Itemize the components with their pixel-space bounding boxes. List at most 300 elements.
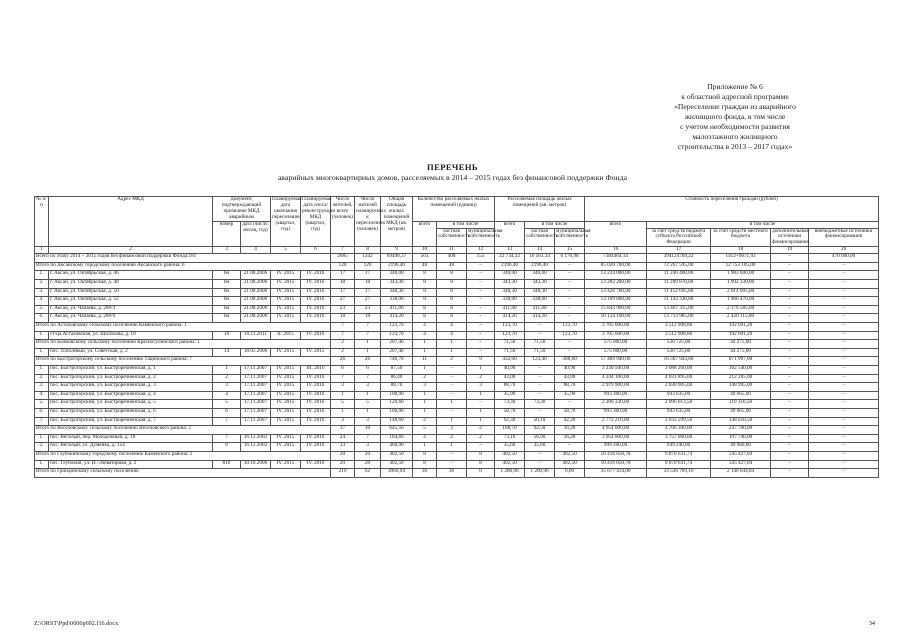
table-cell: – [555,288,585,297]
table-cell: 1 280,96 [495,469,525,478]
header-cost-local: за счет средств местного бюджета [711,228,771,247]
table-cell: 2 830 905,00 [647,383,711,392]
table-cell: – [809,400,879,409]
table-cell: 10 416 058,78 [585,451,647,460]
table-cell: 530 725,00 [647,348,711,357]
table-cell: 33 536 769,16 [647,469,711,478]
header-doc-date: дата (число, месяц, год) [241,221,271,247]
table-cell: 8 [437,271,467,280]
table-cell: 575 000,00 [585,348,647,357]
table-cell: 44 275,00 [711,340,771,349]
table-cell: 17.11.2007 [241,417,271,426]
table-cell: 8 [437,297,467,306]
table-cell: 8 [413,305,437,314]
table-cell: – [809,451,879,460]
header-cost-offbudget: внебюджетные источники финансирования [809,228,879,247]
table-cell: 3 [437,426,467,435]
table-cell: – [809,408,879,417]
table-cell: 184,66 [381,434,413,443]
table-cell: 2 376 585,00 [711,305,771,314]
row-number: 2. [35,443,49,452]
table-cell: – [771,262,809,271]
table-cell: IV. 2016 [301,297,331,306]
table-cell: 3 512 908,80 [647,331,711,340]
table-cell: 414,20 [525,314,555,323]
table-cell: – [809,434,879,443]
table-cell: – [809,323,879,332]
table-cell: 9 870 631,74 [647,460,711,469]
subtotal-label: Итого по Астаховскому сельскому поселению Каменского района: 1 [35,323,331,332]
table-cell: – [525,460,555,469]
table-cell: 563 [413,254,437,263]
table-cell: 9 870 631,74 [647,451,711,460]
table-cell: – [437,365,467,374]
table-cell: 2 420 115,00 [711,314,771,323]
table-cell: – [437,391,467,400]
table-cell: 3 512 908,80 [647,323,711,332]
row-address: ст-ца Астаховская, ул. Шолохова, д. 10 [49,331,213,340]
table-cell: IV. 2016 [301,305,331,314]
header-num: № п/п [35,197,49,247]
table-cell: IV. 2015 [271,460,301,469]
table-cell: 575 000,00 [585,340,647,349]
table-cell: 11 289 870,00 [647,280,711,289]
table-cell: 3 [355,417,381,426]
table-cell: 746,70 [381,357,413,366]
appendix-line: малоэтажного жилищного [692,132,778,141]
table-cell: 7 [331,323,355,332]
table-row [35,434,879,443]
table-cell: 6н [213,314,241,323]
table-cell: – [771,348,809,357]
table-cell: 2196,40 [525,262,555,271]
column-number: 12 [467,247,495,254]
table-cell: 123,70 [381,331,413,340]
table-cell: 35,60 [495,443,525,452]
table-cell: 30.10.2006 [241,460,271,469]
row-address: г. Аксай, ул. Октябрьская, д. 48 [49,280,213,289]
table-cell: 8 [467,460,495,469]
table-cell: 18 [355,280,381,289]
table-cell: – [809,417,879,426]
table-cell: 6н [213,271,241,280]
table-cell: – [809,365,879,374]
column-number: 3 [213,247,241,254]
header-cost-extra: дополнительные источники финансирования [772,227,809,246]
table-cell: 4 [437,331,467,340]
row-number: 2. [35,374,49,383]
column-number: 14 [525,247,555,254]
table-cell: 1412+9871,92 [711,254,771,263]
table-cell: 123,70 [381,323,413,332]
header-residents-planned: Число жителей планируемых к переселению (человек) [355,197,381,247]
table-cell: 8 [437,280,467,289]
subtotal-label: Итого по Божковскому сельскому поселению Красносулинского района: 1 [35,340,331,349]
table-cell: – [467,262,495,271]
table-cell: 3 705 600,00 [585,323,647,332]
table-cell: 7 [355,331,381,340]
table-cell: 86,40 [381,374,413,383]
table-cell: 402,50 [495,460,525,469]
table-cell: 4960,94 [381,469,413,478]
table-cell: 530 725,00 [647,340,711,349]
table-cell: 1 [437,417,467,426]
table-cell: 92,30 [495,417,525,426]
row-address: г. Аксай, ул. Чапаева, д. 289/3 [49,305,213,314]
column-number: 7 [331,247,355,254]
table-cell: 13 467 315,00 [647,305,711,314]
table-cell: 1 [467,417,495,426]
table-cell: 1 [355,391,381,400]
column-number: 11 [437,247,467,254]
table-cell: 7 [213,434,241,443]
table-cell: – [467,323,495,332]
table-cell: – [555,271,585,280]
table-header [35,197,879,247]
table-cell: – [809,340,879,349]
table-row [35,383,879,392]
row-number: 5. [35,400,49,409]
row-address: пос. Быстрогорский, ул. Быстроречненская, д. 1 [49,365,213,374]
table-cell: 8 [413,451,437,460]
table-cell: 414,20 [495,314,525,323]
header-total-area: Общая площадь жилых помещений МКД (кв. метров) [381,197,413,247]
table-cell: 16,20 [555,434,585,443]
table-cell: 17.11.2007 [241,374,271,383]
table-cell: – [771,271,809,280]
table-cell: 155 [467,254,495,263]
table-cell: – [771,280,809,289]
table-cell: – [809,469,879,478]
table-cell: 402,50 [555,460,585,469]
row-address: пос. Быстрогорский, ул. Быстроречненская, д. 7 [49,417,213,426]
table-cell: 73,10 [495,434,525,443]
row-number: 1. [35,348,49,357]
table-cell: 7 [331,331,355,340]
table-cell: 20 [355,451,381,460]
table-cell: 22 734,32 [495,254,525,263]
table-cell: – [809,271,879,280]
table-cell: 35 677 414,00 [585,469,647,478]
table-cell: 3 230 500,00 [585,365,647,374]
table-cell: 23 [331,305,355,314]
table-cell: 4 954 000,00 [585,426,647,435]
table-cell: 8 [413,288,437,297]
table-cell: 1 [413,408,437,417]
table-cell: 5 [355,400,381,409]
table-cell: 338,00 [495,297,525,306]
table-cell: 6 [331,365,355,374]
table-body [35,247,879,477]
table-cell: 148 995,00 [711,383,771,392]
row-address: пос. Веселый, ул. Думенко, д. 154 [49,443,213,452]
subtotal-label: Итого по Глубокинскому городскому поселению Каменского района: 1 [35,451,331,460]
header-area-total: всего [495,221,525,247]
appendix-line: к областной адресной программе [681,92,789,101]
table-cell: 6н [213,288,241,297]
table-row [35,280,879,289]
table-cell: 73,30 [495,400,525,409]
row-address: г. Аксай, ул. Октябрьская, д. 52 [49,297,213,306]
table-cell: 85 020 700,00 [585,262,647,271]
table-cell: 15 843 900,00 [585,305,647,314]
table-cell: 4 244 100,00 [585,374,647,383]
table-cell: 4 [213,391,241,400]
table-cell: 2 [413,374,437,383]
table-cell: 120 [331,262,355,271]
table-cell: 21.08.2006 [241,297,271,306]
subtotal-row [35,469,879,478]
table-cell: 7 [355,434,381,443]
table-cell: IV. 2015 [271,391,301,400]
table-cell: 20 [355,460,381,469]
table-cell: – [467,400,495,409]
table-cell: 1 [437,400,467,409]
table-cell: 40,90 [495,365,525,374]
table-cell: 1 [331,391,355,400]
table-cell: 17.11.2007 [241,408,271,417]
table-cell: 460,90 [381,443,413,452]
table-cell: 1 [437,348,467,357]
table-cell: 192 691,20 [711,323,771,332]
table-cell: 414,20 [381,314,413,323]
table-cell: IV. 2015 [271,314,301,323]
appendix-block [615,82,855,152]
header-area-private: частная собственность [525,228,555,247]
table-cell: 16.12.2002 [241,434,271,443]
table-cell: 2 [213,374,241,383]
table-cell: 1 [437,340,467,349]
table-cell: 2 [413,417,437,426]
row-number: 4. [35,391,49,400]
table-cell: 1 [413,365,437,374]
table-cell: 108,70 [495,426,525,435]
table-cell: 1 [413,391,437,400]
table-cell: 36 [413,469,437,478]
table-cell: IV. 2015 [271,271,301,280]
table-cell: 1 [413,400,437,409]
table-cell: 123,40 [525,357,555,366]
table-cell: 6н [213,280,241,289]
table-cell: 16 134 100,00 [585,314,647,323]
table-cell: 949 240,00 [647,443,711,452]
row-address: пос. Быстрогорский, ул. Быстроречненская, д. 3 [49,383,213,392]
column-number: 2 [49,247,213,254]
table-cell: 17.11.2007 [241,365,271,374]
table-cell: 43,00 [495,374,525,383]
column-number: 10 [413,247,437,254]
table-cell: 1 [413,348,437,357]
subtotal-row [35,323,879,332]
row-number: 7. [35,417,49,426]
table-cell: 17 [355,288,381,297]
table-cell: 123,70 [495,323,525,332]
table-cell: 3 [331,383,355,392]
table-cell: – [525,391,555,400]
table-cell: – [809,288,879,297]
table-cell: 338,00 [381,297,413,306]
table-cell: 402,50 [381,451,413,460]
table-cell: 2 [437,357,467,366]
table-cell: 36 [437,469,467,478]
table-cell: – [809,297,879,306]
table-cell: – [437,408,467,417]
table-cell: – [809,314,879,323]
table-cell: – [437,374,467,383]
table-cell: 71,50 [525,340,555,349]
table-cell: 402,50 [381,460,413,469]
table-cell: 308,60 [555,357,585,366]
table-cell: 348,30 [525,288,555,297]
table-cell: – [467,331,495,340]
table-cell: 26 [355,357,381,366]
table-cell: 123,70 [555,323,585,332]
table-cell: 16.12.2002 [241,443,271,452]
table-cell: 1 [467,365,495,374]
table-cell: IV. 2015 [301,348,331,357]
table-cell: 5 [413,426,437,435]
table-cell: 219 [331,469,355,478]
table-cell: IV. 2015 [271,443,301,452]
table-cell: 993 300,00 [585,391,647,400]
subtotal-label: Итого по Веселовскому сельскому поселению Веселовского района: 2 [35,426,331,435]
table-cell: – [467,297,495,306]
table-cell: 8 [467,451,495,460]
table-cell: 6 [355,365,381,374]
table-cell: 88,70 [381,383,413,392]
table-cell: 2 [437,434,467,443]
row-address: пос. Быстрогорский, ул. Быстроречненская, д. 4 [49,391,213,400]
table-cell: 999 200,00 [585,443,647,452]
table-cell: 0,00 [555,469,585,478]
table-cell: 21.08.2006 [241,288,271,297]
table-cell: 17.11.2007 [241,400,271,409]
table-cell: 1 [355,340,381,349]
table-cell: 943 635,00 [647,408,711,417]
table-cell: 993 300,00 [585,408,647,417]
table-cell: 0 [467,469,495,478]
table-cell: IV. 2016 [301,400,331,409]
row-number: 1. [35,271,49,280]
table-cell: 192 691,20 [711,331,771,340]
table-cell: IV. 2015 [271,288,301,297]
table-cell: – [771,374,809,383]
table-cell: 4 031 895,00 [647,374,711,383]
table-cell: 49 960,00 [711,443,771,452]
subtotal-label: Итого по Быстрогорскому сельскому поселению Тацинского района: 7 [35,357,331,366]
table-cell: 13 282 200,00 [585,280,647,289]
table-cell: 138 610,50 [711,417,771,426]
appendix-line: Приложение № 6 [707,82,763,91]
table-cell: 3 705 600,00 [585,331,647,340]
table-cell: – [771,365,809,374]
table-cell: 21.08.2006 [241,271,271,280]
table-cell: – [771,357,809,366]
table-cell: 8 [213,443,241,452]
header-planned-demolition: Планируемая дата сноса/реконструкции МКД (квартал, год) [301,197,331,247]
table-cell: 5 [213,400,241,409]
table-cell: 3 088 260,00 [647,365,711,374]
table-cell: 1 992 330,00 [711,280,771,289]
table-cell: – [437,383,467,392]
table-cell: – [809,383,879,392]
table-cell: 871 997,00 [711,357,771,366]
table-cell: – [809,348,879,357]
table-cell: 3 [331,417,355,426]
table-cell: 6 170,98 [555,254,585,263]
table-cell: – [771,340,809,349]
subtotal-label: Всего по этапу 2014 – 2015 годов без финансовой поддержки Фонда:181 [35,254,331,263]
table-cell: – [771,391,809,400]
header-rooms-count: Количество расселяемых жилых помещений (единиц) [413,197,495,222]
table-cell: 3 [355,383,381,392]
table-cell: IV. 2016 [301,460,331,469]
housing-table [34,196,879,478]
table-cell: – [525,374,555,383]
table-cell: 106,00 [381,408,413,417]
table-cell: 8 [413,460,437,469]
table-cell: IV. 2015 [271,408,301,417]
table-cell: 17 [331,271,355,280]
table-cell: IV. 2016 [301,443,331,452]
table-cell: 42,20 [555,417,585,426]
table-cell: 88,70 [555,383,585,392]
table-cell: 18 [213,331,241,340]
header-area-resettled: Расселяемая площадь жилых помещений (кв. метров) [495,197,585,222]
table-cell: 49 665,00 [711,408,771,417]
table-row [35,408,879,417]
table-cell: – [809,374,879,383]
table-cell: 18 [355,314,381,323]
table-cell: 21.08.2006 [241,314,271,323]
table-cell: IV. 2016 [301,408,331,417]
table-cell: 8 [437,305,467,314]
table-cell: 2 [331,340,355,349]
table-cell: 197 740,00 [711,434,771,443]
table-cell: 71,50 [525,348,555,357]
table-cell: 27 [331,297,355,306]
table-cell: 17 [355,271,381,280]
table-cell: 2 772 210,00 [585,417,647,426]
table-cell: 1 [413,340,437,349]
table-cell: 7 [213,417,241,426]
table-cell: 20 [331,451,355,460]
table-cell: 340,00 [525,271,555,280]
table-cell: 343,30 [381,280,413,289]
table-cell: 92,50 [525,426,555,435]
table-cell: 402,50 [555,451,585,460]
header-area-incl: в том числе [525,221,585,228]
table-cell: 56,90 [525,434,555,443]
header-cost-regional: за счет средств бюджета субъекта Российской Федерации [647,228,711,247]
row-address: пос. Тополевый, ул. Советская, д. 2 [49,348,213,357]
table-cell: 8 [437,314,467,323]
table-cell: – [771,408,809,417]
table-cell: 207,40 [381,340,413,349]
header-cost-total: всего [585,221,647,247]
table-cell: 343,30 [525,280,555,289]
table-cell: 1 983 600,00 [711,271,771,280]
table-cell: 123,70 [495,331,525,340]
table-cell: 3 [467,383,495,392]
table-cell: 7384464,14 [585,254,647,263]
table-cell: IV. 2016 [301,417,331,426]
table-cell: – [525,408,555,417]
table-cell: 6 [213,408,241,417]
table-cell: 2 633 599,50 [647,417,711,426]
table-cell: 13 109 800,00 [585,297,647,306]
table-cell: – [809,357,879,366]
